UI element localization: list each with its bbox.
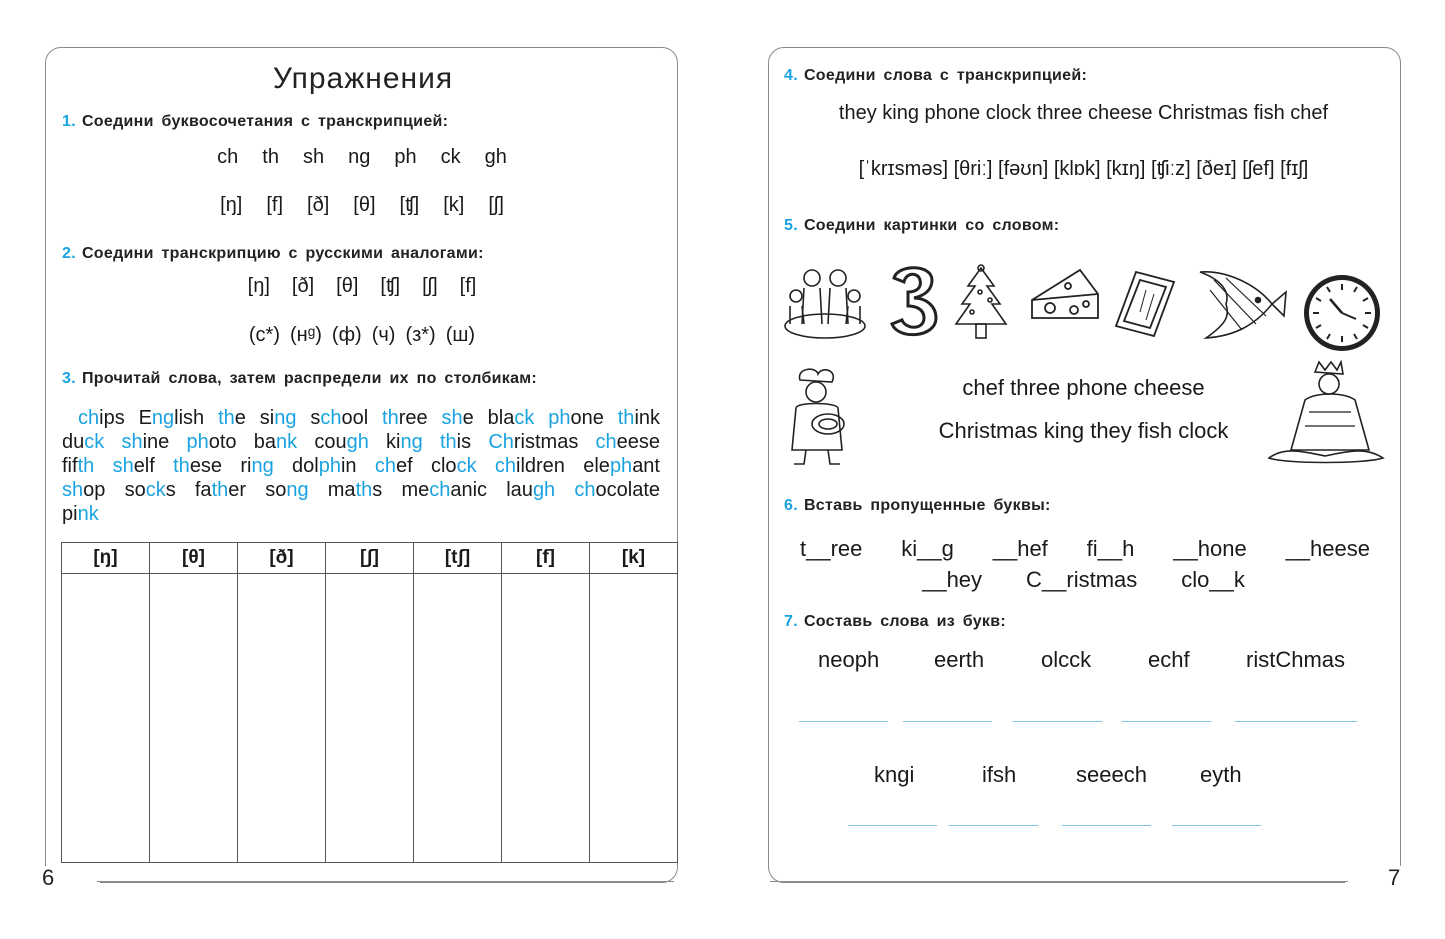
word-fragment: ine xyxy=(142,431,187,453)
transcription: [θ] xyxy=(353,194,376,216)
task-3-word-list xyxy=(62,406,660,526)
word-line xyxy=(62,502,660,526)
scrambled-word: ristChmas xyxy=(1246,647,1346,672)
gap-word: t__ree xyxy=(800,536,863,561)
russian-analog: (ш) xyxy=(445,324,476,346)
word-fragment: fif xyxy=(62,455,78,477)
word-fragment: fa xyxy=(194,479,212,501)
highlighted-letters: sh xyxy=(112,455,134,477)
word-fragment: ba xyxy=(253,431,277,453)
scrambled-word: olcck xyxy=(1041,647,1092,672)
word-fragment: e xyxy=(234,407,260,429)
highlighted-letters: ng xyxy=(274,407,297,429)
word-fragment: one xyxy=(570,407,618,429)
answer-column[interactable] xyxy=(326,574,414,863)
gap-word: __heese xyxy=(1285,536,1370,561)
highlighted-letters: nk xyxy=(276,431,298,453)
highlighted-letters: ch xyxy=(574,479,596,501)
highlighted-letters: ch xyxy=(429,479,451,501)
word-fragment: ele xyxy=(583,455,610,477)
task-6-heading: 6. Вставь пропущенные буквы: xyxy=(784,497,1051,514)
transcription: [ð] xyxy=(291,275,315,297)
word-fragment: ki xyxy=(368,431,401,453)
word-fragment: dol xyxy=(273,455,319,477)
highlighted-letters: th xyxy=(77,455,95,477)
letter-combination: ch xyxy=(217,146,239,168)
answer-blank[interactable] xyxy=(1013,721,1102,722)
letter-combination: gh xyxy=(484,146,507,168)
word-fragment: si xyxy=(259,407,275,429)
highlighted-letters: ph xyxy=(186,431,209,453)
transcription: [f] xyxy=(459,275,477,297)
sorting-table xyxy=(61,542,678,863)
page-number-left: 6 xyxy=(42,865,55,890)
word-fragment xyxy=(423,431,440,453)
word-fragment: lish xyxy=(174,407,219,429)
task-1-transcriptions xyxy=(62,194,662,217)
highlighted-letters: th xyxy=(439,431,457,453)
word-fragment: ristmas xyxy=(513,431,596,453)
answer-blank[interactable] xyxy=(903,721,992,722)
highlighted-letters: ck xyxy=(145,479,166,501)
task-2-transcriptions xyxy=(62,275,662,298)
russian-analog: (с*) xyxy=(248,324,280,346)
task-1-letters xyxy=(62,146,662,169)
word-fragment: ese xyxy=(189,455,241,477)
scrambled-word: kngi xyxy=(874,762,915,787)
transcription: [ð] xyxy=(307,194,330,216)
highlighted-letters: ch xyxy=(320,407,342,429)
highlighted-letters: ck xyxy=(84,431,105,453)
scrambled-word: eerth xyxy=(934,647,985,672)
highlighted-letters: ng xyxy=(286,479,309,501)
clock-picture xyxy=(1302,273,1382,353)
word-fragment: er xyxy=(228,479,266,501)
answer-column[interactable] xyxy=(414,574,502,863)
word-fragment: ocolate xyxy=(595,479,660,501)
column-header: [ʃ] xyxy=(326,543,414,574)
answer-column[interactable] xyxy=(590,574,678,863)
answer-column[interactable] xyxy=(238,574,326,863)
highlighted-letters: th xyxy=(617,407,635,429)
gap-word: clo__k xyxy=(1181,567,1245,592)
task-2-heading: 2. Соедини транскрипцию с русскими аналогами: xyxy=(62,245,484,262)
word-fragment: s xyxy=(165,479,195,501)
word-fragment: ink xyxy=(634,407,661,429)
highlighted-letters: Ch xyxy=(488,431,514,453)
highlighted-letters: ch xyxy=(595,431,617,453)
word-fragment: e xyxy=(462,407,488,429)
answer-blank[interactable] xyxy=(1172,825,1261,826)
word-fragment: in xyxy=(340,455,375,477)
word-fragment: bla xyxy=(487,407,515,429)
highlighted-letters: th xyxy=(211,479,229,501)
transcription: [ŋ] xyxy=(220,194,243,216)
family-picture xyxy=(782,262,868,342)
transcription: [ʧ] xyxy=(399,194,420,216)
gap-word: __hey xyxy=(922,567,983,592)
gap-word: __hef xyxy=(992,536,1048,561)
highlighted-letters: sh xyxy=(441,407,463,429)
highlighted-letters: sh xyxy=(121,431,143,453)
task-4-words: they king phone clock three cheese Christmas fish chef xyxy=(838,102,1329,124)
highlighted-letters: gh xyxy=(532,479,556,501)
transcription: [ʃ] xyxy=(422,275,438,297)
letter-combination: ph xyxy=(394,146,417,168)
word-fragment xyxy=(555,479,574,501)
highlighted-letters: ch xyxy=(374,455,396,477)
transcription: [ŋ] xyxy=(247,275,270,297)
gap-word: __hone xyxy=(1173,536,1247,561)
word-fragment: lau xyxy=(506,479,533,501)
highlighted-letters: th xyxy=(173,455,190,477)
russian-analog: (ф) xyxy=(331,324,362,346)
gap-word: ki__g xyxy=(901,536,954,561)
cheese-picture xyxy=(1028,266,1102,326)
highlighted-letters: ph xyxy=(548,407,571,429)
word-fragment: ool xyxy=(341,407,383,429)
word-fragment: so xyxy=(124,479,146,501)
column-header: [k] xyxy=(590,543,678,574)
scrambled-word: ifsh xyxy=(982,762,1017,787)
highlighted-letters: th xyxy=(355,479,373,501)
fish-picture xyxy=(1196,264,1288,344)
word-fragment: ri xyxy=(240,455,252,477)
highlighted-letters: gh xyxy=(346,431,369,453)
transcription: [k] xyxy=(443,194,465,216)
answer-blank[interactable] xyxy=(1122,721,1211,722)
word-fragment: ant xyxy=(632,455,660,477)
word-fragment: pi xyxy=(62,503,78,525)
highlighted-letters: sh xyxy=(62,479,84,501)
word-fragment: du xyxy=(62,431,85,453)
word-fragment: op xyxy=(83,479,125,501)
word-fragment: ildren xyxy=(516,455,584,477)
page-title: Упражнения xyxy=(272,62,454,95)
word-line xyxy=(62,406,660,430)
task-7-heading: 7. Составь слова из букв: xyxy=(784,613,1006,630)
highlighted-letters: nk xyxy=(77,503,99,525)
page-number-right: 7 xyxy=(1388,865,1401,890)
gap-word: C__ristmas xyxy=(1026,567,1138,592)
word-fragment: eese xyxy=(616,431,661,453)
word-fragment: is xyxy=(456,431,489,453)
task-6-row-2 xyxy=(768,567,1399,593)
word-fragment: me xyxy=(401,479,430,501)
word-fragment: E xyxy=(138,407,152,429)
answer-column[interactable] xyxy=(62,574,150,863)
column-header: [f] xyxy=(502,543,590,574)
transcription: [ʧ] xyxy=(380,275,401,297)
russian-analog: (нᶢ) xyxy=(290,324,322,346)
answer-blank[interactable] xyxy=(1062,825,1151,826)
highlighted-letters: ck xyxy=(514,407,535,429)
russian-analog: (ч) xyxy=(371,324,396,346)
scrambled-word: seeech xyxy=(1076,762,1147,787)
answer-column[interactable] xyxy=(502,574,590,863)
column-header: [θ] xyxy=(150,543,238,574)
task-5-heading: 5. Соедини картинки со словом: xyxy=(784,217,1060,234)
column-header: [ð] xyxy=(238,543,326,574)
highlighted-letters: ph xyxy=(318,455,341,477)
highlighted-letters: ph xyxy=(609,455,633,477)
task-5-words-line-1: chef three phone cheese xyxy=(962,375,1205,400)
answer-blank[interactable] xyxy=(949,825,1038,826)
answer-column[interactable] xyxy=(150,574,238,863)
task-3-heading: 3. Прочитай слова, затем распредели их по столбикам: xyxy=(62,370,538,387)
christmas-tree-picture xyxy=(950,264,1012,342)
scrambled-word: eyth xyxy=(1200,762,1242,787)
answer-blank[interactable] xyxy=(848,825,937,826)
letter-combination: ck xyxy=(440,146,461,168)
highlighted-letters: ng xyxy=(400,431,423,453)
transcription: [θ] xyxy=(336,275,359,297)
letter-combination: sh xyxy=(302,146,325,168)
word-line xyxy=(62,430,660,454)
answer-blank[interactable] xyxy=(1235,721,1357,722)
word-line xyxy=(62,454,660,478)
word-fragment: elf xyxy=(133,455,174,477)
column-header: [ŋ] xyxy=(62,543,150,574)
highlighted-letters: th xyxy=(218,407,235,429)
highlighted-letters: ng xyxy=(251,455,274,477)
transcription: [f] xyxy=(266,194,284,216)
task-2-analogs xyxy=(62,324,662,347)
transcription: [ʃ] xyxy=(488,194,504,216)
column-header: [tʃ] xyxy=(414,543,502,574)
letter-combination: ng xyxy=(348,146,371,168)
word-fragment: ree xyxy=(398,407,442,429)
scrambled-word: neoph xyxy=(818,647,880,672)
word-fragment: oto xyxy=(208,431,254,453)
word-fragment xyxy=(477,455,495,477)
word-fragment: clo xyxy=(430,455,457,477)
highlighted-letters: th xyxy=(382,407,399,429)
task-1-heading: 1. Соедини буквосочетания с транскрипцией: xyxy=(62,113,449,130)
task-6-row-1 xyxy=(800,536,1370,562)
scrambled-word: echf xyxy=(1148,647,1190,672)
word-fragment: ips xyxy=(99,407,139,429)
gap-word: fi__h xyxy=(1086,536,1135,561)
highlighted-letters: ck xyxy=(456,455,477,477)
three-picture xyxy=(886,262,940,340)
task-4-transcriptions: [ˈkrɪsməs] [θriː] [fəʊn] [klɒk] [kɪŋ] [ʧiːz] [ðeɪ] [ʃef] [fɪʃ] xyxy=(858,158,1309,180)
letter-combination: th xyxy=(262,146,279,168)
word-fragment: cou xyxy=(297,431,347,453)
word-fragment: ef xyxy=(395,455,431,477)
word-fragment xyxy=(534,407,548,429)
word-fragment xyxy=(104,431,121,453)
word-fragment: s xyxy=(296,407,321,429)
word-fragment xyxy=(94,455,112,477)
word-line xyxy=(62,478,660,502)
task-5-words-line-2: Christmas king they fish clock xyxy=(938,418,1229,443)
russian-analog: (з*) xyxy=(405,324,436,346)
task-4-heading: 4. Соедини слова с транскрипцией: xyxy=(784,67,1088,84)
word-fragment: s xyxy=(372,479,402,501)
highlighted-letters: ch xyxy=(78,407,100,429)
highlighted-letters: ng xyxy=(151,407,175,429)
phone-picture xyxy=(1112,268,1178,340)
highlighted-letters: ch xyxy=(494,455,516,477)
word-fragment: ma xyxy=(308,479,356,501)
answer-blank[interactable] xyxy=(799,721,888,722)
word-fragment: so xyxy=(265,479,287,501)
word-fragment: anic xyxy=(450,479,507,501)
